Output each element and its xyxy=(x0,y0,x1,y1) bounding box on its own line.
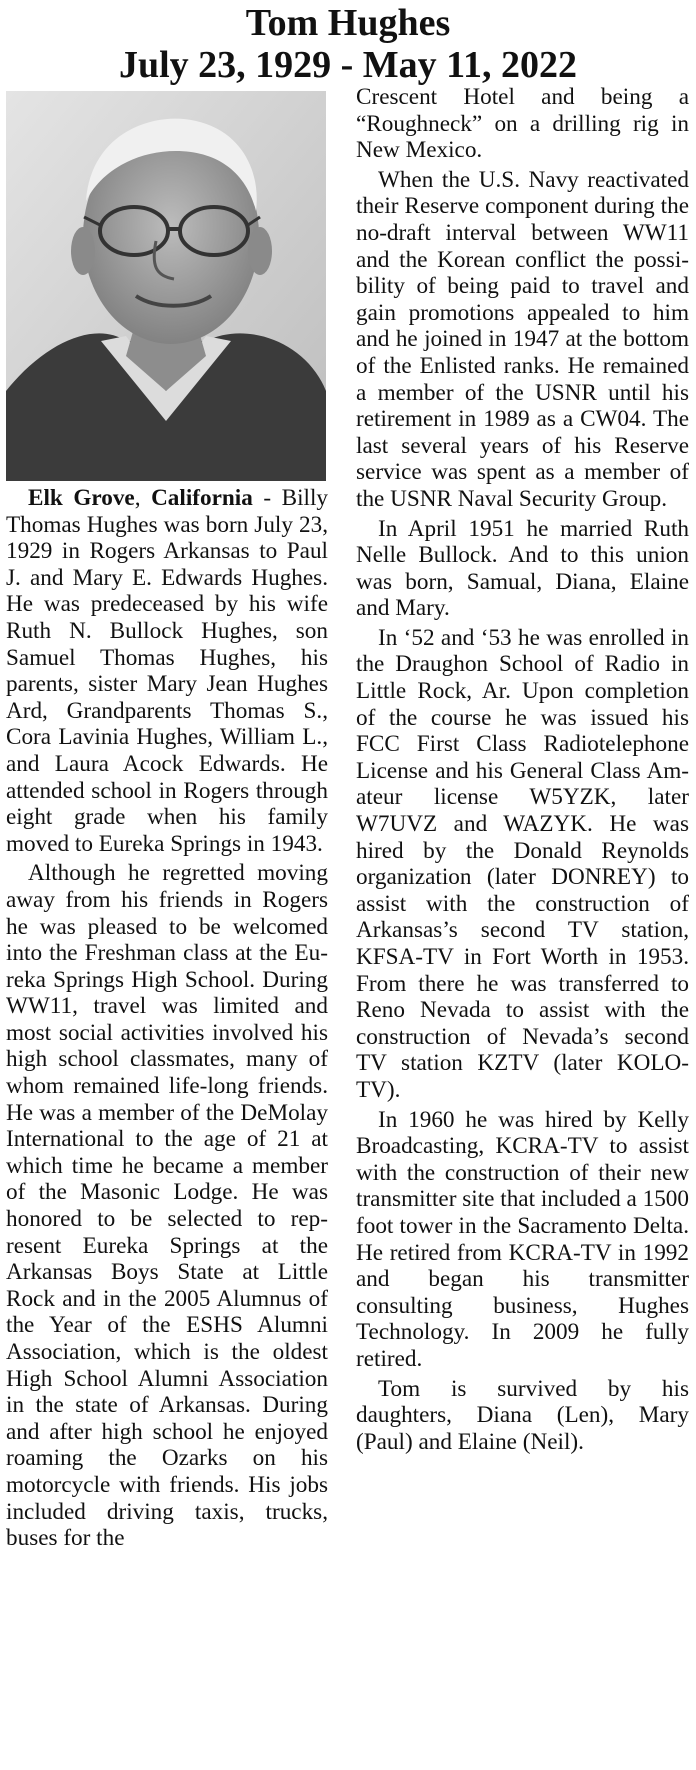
deceased-name: Tom Hughes xyxy=(245,2,451,44)
obituary-paragraph-5: In ‘52 and ‘53 he was enrolled in the Draughon School of Radio in Little Rock, Ar. Upon completion of the course he was issued his FCC First Class Radiotelephone License and his General Class Amateur license W5YZK, later W7UVZ and WAZYK. He was hired by the Donald Reynolds organization (later DONREY) to assist with the construction of Arkansas’s second TV station, KFSA-TV in Fort Worth in 1953. From there he was transferred to Reno Nevada to assist with the construction of Nevada’s second TV station KZTV (later KOLO-TV). xyxy=(356,624,689,1103)
portrait-photo xyxy=(6,91,326,481)
obituary-paragraph-3: When the U.S. Navy reactivated their Reserve component during the no-draft interval between WW11 and the Korean conflict the possibility of being paid to travel and gain promotions appealed to him and he joined in 1947 at the bottom of the Enlisted ranks. He remained a member of the USNR until his retirement in 1989 as a CW04. The last several years of his Reserve service was spent as a member of the USNR Naval Security Group. xyxy=(356,166,689,512)
obituary-paragraph-7: Tom is survived by his daughters, Diana (Len), Mary (Paul) and Elaine (Neil). xyxy=(356,1375,689,1455)
paragraph-1-text: - Billy Thomas Hughes was born July 23, 1929 in Rogers Arkansas to Paul J. and Mary E. Edwards Hughes. He was predeceased by his wife Ruth N. Bullock Hughes, son Samuel Thomas Hughes, his parents, sister Mary Jean Hughes Ard, Grandparents Thomas S., Cora Lavinia Hughes, William L., and Laura Acock Edwards. He attended school in Rogers through eight grade when his family moved to Eureka Springs in 1943. xyxy=(6,485,328,857)
obituary-paragraph-continued: Crescent Hotel and being a “Roughneck” on a drilling rig in New Mexico. xyxy=(356,84,689,164)
obituary-paragraph-2: Although he regretted moving away from his friends in Rogers he was pleased to be welcomed into the Freshman class at the Eureka Springs High School. During WW11, travel was limited and most social activities involved his high school classmates, many of whom remained life-long friends. He was a member of the DeMolay International to the age of 21 at which time he became a member of the Masonic Lodge. He was honored to be selected to represent Eureka Springs at the Arkansas Boys State at Little Rock and in the 2005 Alumnus of the Year of the ESHS Alumni Association, which is the oldest High School Alumni Association in the state of Arkansas. During and after high school he enjoyed roaming the Ozarks on his motorcycle with friends. His jobs included driving taxis, trucks, buses for the xyxy=(6,860,328,1552)
dateline-city: Elk Grove xyxy=(28,485,135,511)
obituary-paragraph-6: In 1960 he was hired by Kelly Broadcasting, KCRA-TV to assist with the construction of their new transmitter site that included a 1500 foot tower in the Sacramento Delta. He retired from KCRA-TV in 1992 and began his transmitter consulting business, Hughes Technology. In 2009 he fully retired. xyxy=(356,1106,689,1372)
dateline-separator: , xyxy=(134,485,152,511)
dateline-state: California xyxy=(151,485,253,511)
right-column xyxy=(356,84,689,1455)
portrait-photo-icon xyxy=(6,91,326,481)
life-dates: July 23, 1929 - May 11, 2022 xyxy=(118,44,578,86)
left-column xyxy=(6,485,328,1552)
obituary-paragraph-4: In April 1951 he married Ruth Nelle Bullock. And to this union was born, Samual, Diana, Elaine and Mary. xyxy=(356,515,689,622)
obituary-paragraph-1 xyxy=(6,485,328,857)
obituary-header xyxy=(0,0,696,86)
